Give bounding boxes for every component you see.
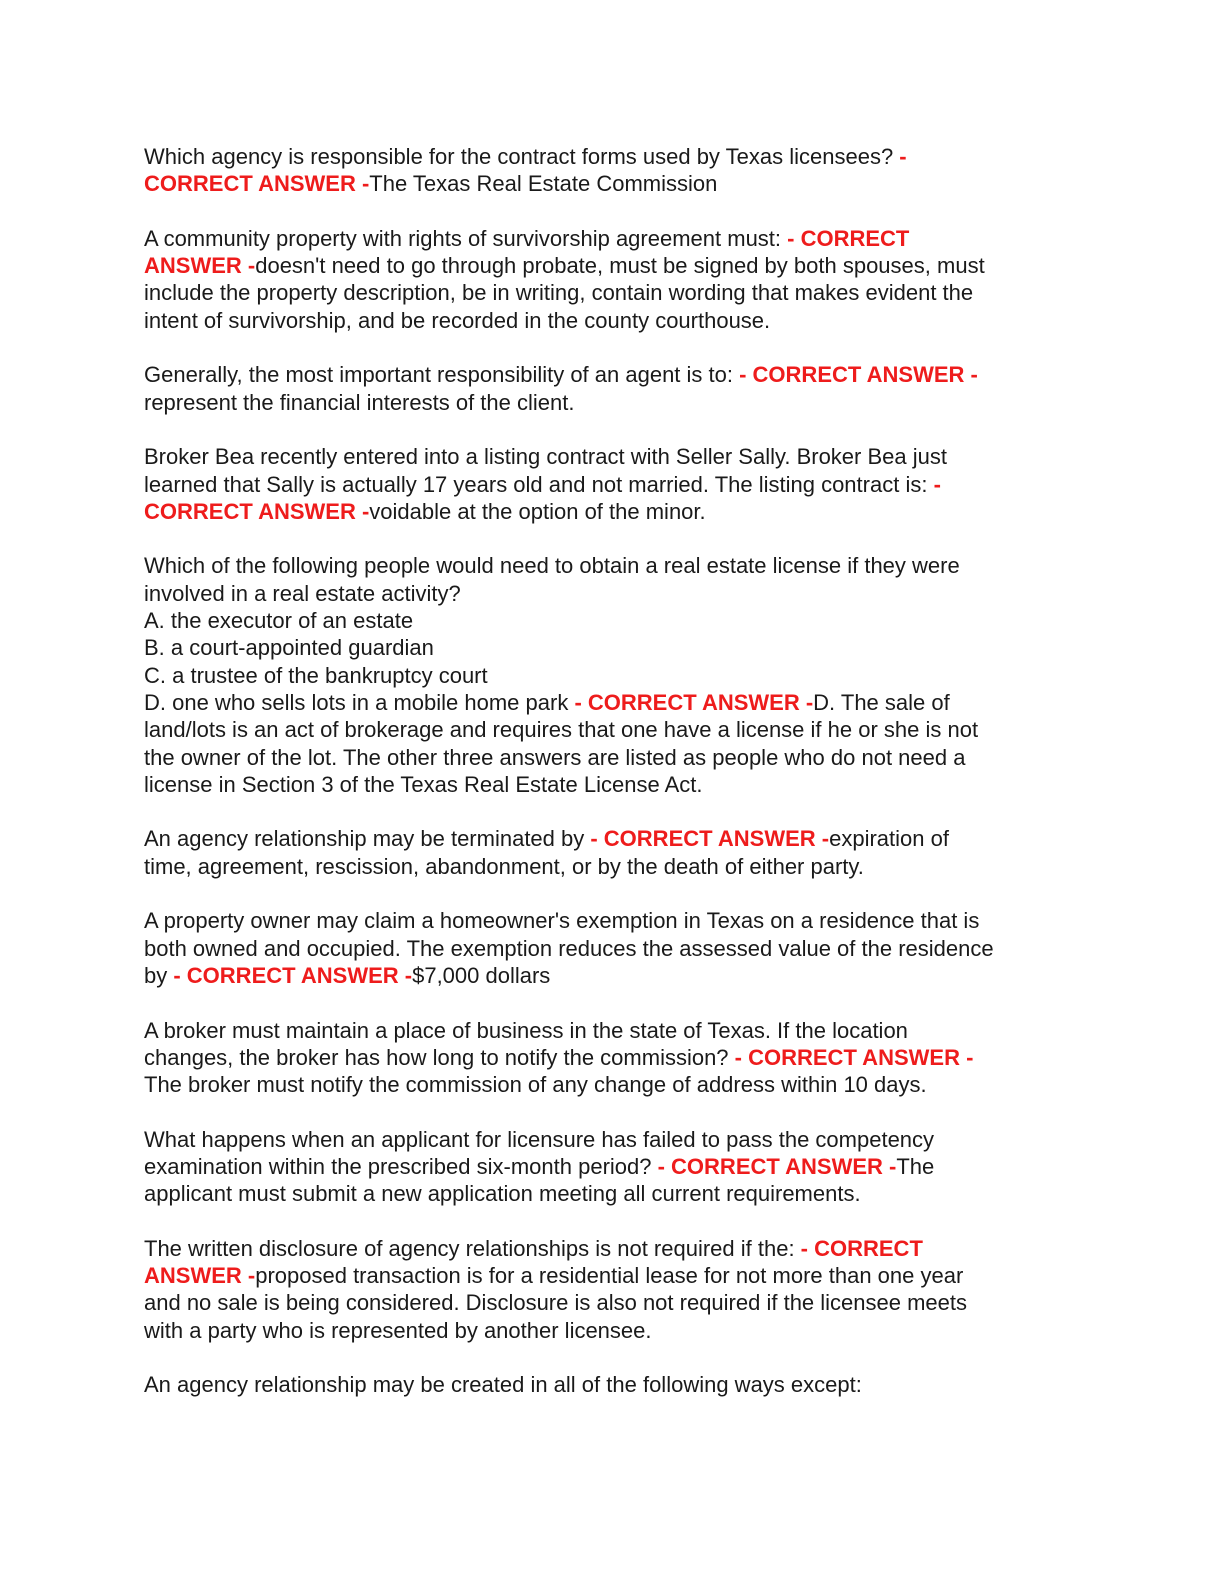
text-line <box>144 907 1074 934</box>
text-line <box>144 361 1074 388</box>
question-text: include the property description, be in writing, contain wording that makes evident the <box>144 280 974 306</box>
correct-answer-marker: ANSWER - <box>144 253 256 279</box>
text-line <box>144 307 1074 334</box>
question-text: learned that Sally is actually 17 years old and not married. The listing contract is: <box>144 471 934 497</box>
text-line <box>144 634 1074 661</box>
question-text: An agency relationship may be created in all of the following ways except: <box>144 1372 862 1398</box>
text-line <box>144 471 1074 498</box>
answer-text: $7,000 dollars <box>412 962 551 988</box>
correct-answer-marker: - CORRECT <box>800 1235 923 1261</box>
question-text: The written disclosure of agency relationships is not required if the: <box>144 1235 801 1261</box>
question-text: A broker must maintain a place of business in the state of Texas. If the location <box>144 1017 908 1043</box>
text-line <box>144 962 1074 989</box>
qa-item <box>144 825 1074 880</box>
text-line <box>144 170 1074 197</box>
text-line <box>144 443 1074 470</box>
question-text: Which agency is responsible for the contract forms used by Texas licensees? <box>144 144 900 169</box>
text-line <box>144 1017 1074 1044</box>
text-line <box>144 1317 1074 1344</box>
question-text: land/lots is an act of brokerage and requires that one have a license if he or she is not <box>144 717 979 743</box>
correct-answer-marker: - <box>933 471 941 497</box>
qa-item <box>144 907 1074 989</box>
text-line <box>144 716 1074 743</box>
qa-item <box>144 1371 1074 1398</box>
correct-answer-marker: - CORRECT ANSWER - <box>739 362 978 388</box>
answer-text: The Texas Real Estate Commission <box>369 171 718 197</box>
text-line <box>144 607 1074 634</box>
question-text: Which of the following people would need to obtain a real estate license if they were <box>144 553 960 579</box>
text-line <box>144 580 1074 607</box>
answer-text: D. The sale of <box>813 689 950 715</box>
text-line <box>144 1371 1074 1398</box>
question-text: Broker Bea recently entered into a listing contract with Seller Sally. Broker Bea just <box>144 444 947 470</box>
text-line <box>144 552 1074 579</box>
question-text: intent of survivorship, and be recorded in the county courthouse. <box>144 307 771 333</box>
correct-answer-marker: - CORRECT ANSWER - <box>657 1153 897 1179</box>
question-text: changes, the broker has how long to notify the commission? <box>144 1044 735 1070</box>
question-text: D. one who sells lots in a mobile home park <box>144 689 575 715</box>
qa-item <box>144 1126 1074 1208</box>
question-text: time, agreement, rescission, abandonment, or by the death of either party. <box>144 853 864 879</box>
question-text: by <box>144 962 174 988</box>
text-line <box>144 1262 1074 1289</box>
answer-text: doesn't need to go through probate, must be signed by both spouses, must <box>255 253 985 279</box>
qa-item <box>144 1017 1074 1099</box>
text-line <box>144 498 1074 525</box>
correct-answer-marker: - <box>899 144 907 169</box>
qa-item <box>144 552 1074 798</box>
question-text: Generally, the most important responsibility of an agent is to: <box>144 362 740 388</box>
question-text: examination within the prescribed six-month period? <box>144 1153 658 1179</box>
text-line <box>144 1071 1074 1098</box>
question-text: What happens when an applicant for licensure has failed to pass the competency <box>144 1126 935 1152</box>
correct-answer-marker: - CORRECT <box>787 225 910 251</box>
question-text: license in Section 3 of the Texas Real Estate License Act. <box>144 771 703 797</box>
question-text: involved in a real estate activity? <box>144 580 461 606</box>
correct-answer-marker: - CORRECT ANSWER - <box>574 689 814 715</box>
answer-text: expiration of <box>829 826 949 852</box>
text-line <box>144 662 1074 689</box>
text-line <box>144 744 1074 771</box>
text-line <box>144 1235 1074 1262</box>
question-text: The broker must notify the commission of any change of address within 10 days. <box>144 1072 927 1098</box>
text-line <box>144 1044 1074 1071</box>
text-line <box>144 935 1074 962</box>
correct-answer-marker: - CORRECT ANSWER - <box>590 826 830 852</box>
question-text: An agency relationship may be terminated by <box>144 826 591 852</box>
text-line <box>144 853 1074 880</box>
text-line <box>144 1180 1074 1207</box>
text-line <box>144 825 1074 852</box>
correct-answer-marker: ANSWER - <box>144 1263 256 1289</box>
text-line <box>144 252 1074 279</box>
text-line <box>144 1289 1074 1316</box>
question-text: represent the financial interests of the client. <box>144 389 575 415</box>
question-text: C. a trustee of the bankruptcy court <box>144 662 488 688</box>
qa-item <box>144 361 1074 416</box>
qa-item <box>144 143 1074 198</box>
question-text: A community property with rights of survivorship agreement must: <box>144 225 788 251</box>
text-line <box>144 389 1074 416</box>
question-text: the owner of the lot. The other three answers are listed as people who do not need a <box>144 744 966 770</box>
text-line <box>144 225 1074 252</box>
question-text: A. the executor of an estate <box>144 608 414 634</box>
text-line <box>144 1153 1074 1180</box>
correct-answer-marker: - CORRECT ANSWER - <box>734 1044 974 1070</box>
qa-item <box>144 443 1074 525</box>
answer-text: voidable at the option of the minor. <box>369 498 706 524</box>
text-line <box>144 771 1074 798</box>
text-line <box>144 279 1074 306</box>
question-text: both owned and occupied. The exemption reduces the assessed value of the residence <box>144 935 994 961</box>
question-text: and no sale is being considered. Disclosure is also not required if the licensee meets <box>144 1290 968 1316</box>
qa-item <box>144 225 1074 334</box>
question-text: A property owner may claim a homeowner's exemption in Texas on a residence that is <box>144 908 980 934</box>
qa-item <box>144 1235 1074 1344</box>
question-text: applicant must submit a new application meeting all current requirements. <box>144 1181 861 1207</box>
question-text: with a party who is represented by another licensee. <box>144 1317 652 1343</box>
question-text: B. a court-appointed guardian <box>144 635 434 661</box>
text-line <box>144 143 1074 170</box>
text-line <box>144 1126 1074 1153</box>
document-page <box>144 143 1074 1426</box>
correct-answer-marker: - CORRECT ANSWER - <box>173 962 413 988</box>
correct-answer-marker: CORRECT ANSWER - <box>144 171 370 197</box>
answer-text: The <box>896 1153 935 1179</box>
text-line <box>144 689 1074 716</box>
correct-answer-marker: CORRECT ANSWER - <box>144 498 370 524</box>
answer-text: proposed transaction is for a residential lease for not more than one year <box>255 1263 964 1289</box>
